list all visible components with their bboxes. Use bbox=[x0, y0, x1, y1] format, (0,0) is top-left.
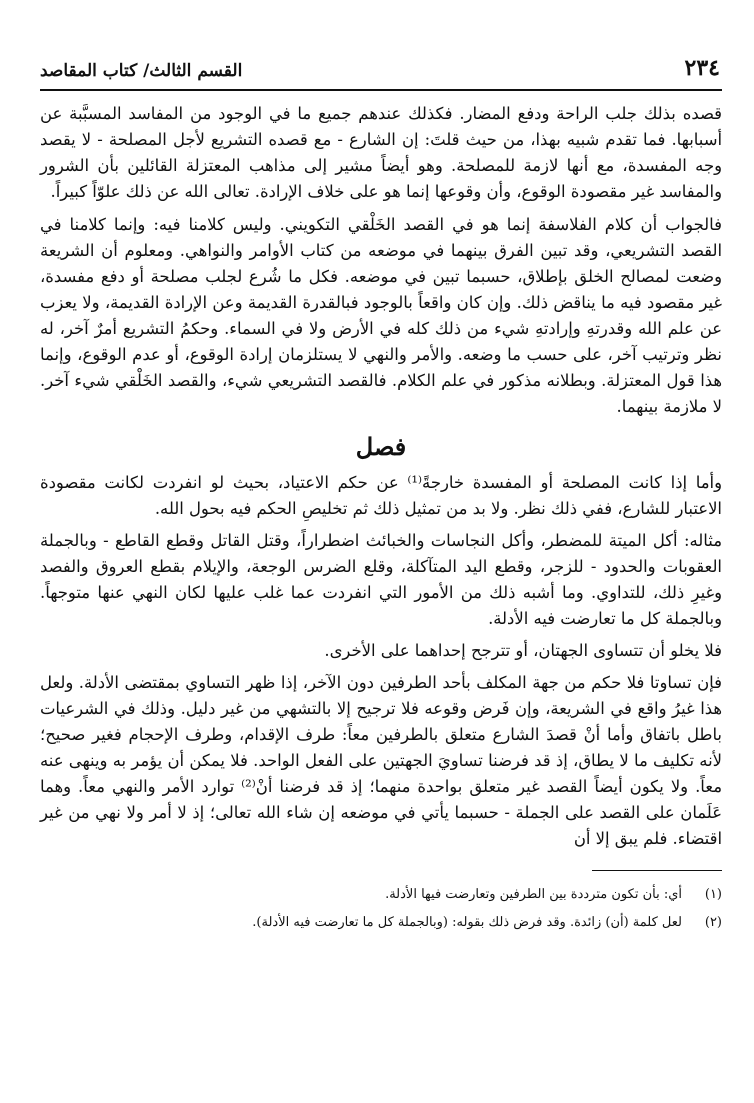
section-heading: فصل bbox=[355, 432, 407, 461]
paragraph: فلا يخلو أن تتساوى الجهتان، أو تترجح إحداهما على الأخرى. bbox=[324, 641, 722, 660]
paragraph: مثاله: أكل الميتة للمضطر، وأكل النجاسات والخبائث اضطراراً، وقتل القاتل وقطع القاطع - وبالجملة العقوبات والحدود - للزجر، وقطع اليد المتآكلة، وقلع الضرس الوجعة، والإيلام بقطع العروق والفصد وغيرِ ذلك، للتداوي. وما أشبه ذلك من الأمور التي انفردت عما غلب عليها لكان النهي عنها متوجهاً. وبالجملة كل ما تعارضت فيه الأدلة. bbox=[40, 531, 722, 628]
footnote bbox=[40, 909, 722, 937]
paragraph: قصده بذلك جلب الراحة ودفع المضار. فكذلك عندهم جميع ما في الوجود من المفاسد المسبَّبة عن أسبابها. فما تقدم شبيه بهذا، من حيث قلتَ: إن الشارع - مع قصده التشريع لأجل المصلحة - لا يقصد وجه المفسدة، مع أنها لازمة للمصلحة. وهو أيضاً مشير إلى مذاهب المعتزلة القائلين بأن الشرور والمفاسد غير مقصودة الوقوع، وأن وقوعها إنما هو على خلاف الإرادة. تعالى الله عن ذلك علوّاً كبيراً. bbox=[40, 104, 722, 201]
page-number: ٢٣٤ bbox=[684, 55, 720, 81]
footnote-separator bbox=[592, 870, 722, 871]
page-header bbox=[40, 55, 722, 91]
footnote bbox=[40, 881, 722, 909]
footnote-text: أي: بأن تكون مترددة بين الطرفين وتعارضت فيها الأدلة. bbox=[385, 887, 682, 902]
footnote-number: (٢) bbox=[704, 915, 722, 930]
footnote-text: لعل كلمة (أن) زائدة. وقد فرض ذلك بقوله: (وبالجملة كل ما تعارضت فيه الأدلة). bbox=[252, 915, 682, 930]
paragraph: فإن تساوتا فلا حكم من جهة المكلف بأحد الطرفين دون الآخر، إذا ظهر التساوي بمقتضى الأدلة. ولعل هذا غيرُ واقع في الشريعة، وإن فَرض وقوعه فلا ترجيح إلا بالتشهي من غير دليل. وذلك في الشرعيات باطل باتفاق وأما أنْ قصدَ الشارع متعلق بالطرفين معاً: طرف الإقدام، وطرف الإحجام فغير صحيح؛ لأنه تكليف ما لا يطاق، إذ قد فرضنا تساويَ الجهتين على الفعل الواحد. فلا يمكن أن يؤمر به وينهى عنه معاً. ولا يكون أيضاً القصد غير متعلق بواحدة منهما؛ إذ قد فرضنا أنْ⁽²⁾ توارد الأمر والنهي معاً. وهما عَلَمان على القصد على الجملة - حسبما يأتي في موضعه إن شاء الله تعالى؛ إذ لا أمر ولا نهي من غير اقتضاء. فلم يبق إلا أن bbox=[40, 673, 722, 848]
running-title: القسم الثالث/ كتاب المقاصد bbox=[40, 61, 243, 81]
paragraph: وأما إذا كانت المصلحة أو المفسدة خارجةً⁽¹⁾ عن حكم الاعتياد، بحيث لو انفردت لكانت مقصودة الاعتبار للشارع، ففي ذلك نظر. ولا بد من تمثيل ذلك ثم تخليصِ الحكم فيه بحول الله. bbox=[40, 473, 723, 518]
paragraph: فالجواب أن كلام الفلاسفة إنما هو في القصد الخَلْقي التكويني. وليس كلامنا فيه: وإنما كلامنا في القصد التشريعي، وقد تبين الفرق بينهما في موضعه من كتاب الأوامر والنواهي. ومعلوم أن الشريعة وضعت لمصالح الخلق بإطلاق، حسبما تبين في موضعه. فكل ما شُرع لجلب مصلحة أو دفع مفسدة، غير مقصود فيه ما يناقض ذلك. وإن كان واقعاً بالوجود فبالقدرة القديمة وعن الإرادة القديمة، ولا يعزب عن علم الله وقدرتهِ وإرادتهِ شيء من ذلك كله في الأرض ولا في السماء. وحكمُ التشريع أمرٌ آخر، له نظر وترتيب آخر، على حسب ما وضعه. والأمر والنهي لا يستلزمان إرادة الوقوع، أو عدم الوقوع، وإنما هذا قول المعتزلة. وبطلانه مذكور في علم الكلام. فالقصد التشريعي شيء، والقصد الخَلْقي شيء آخر. لا ملازمة بينهما. bbox=[40, 215, 722, 416]
footnote-number: (١) bbox=[704, 887, 722, 902]
book-page bbox=[40, 55, 722, 937]
footnotes bbox=[40, 881, 722, 937]
